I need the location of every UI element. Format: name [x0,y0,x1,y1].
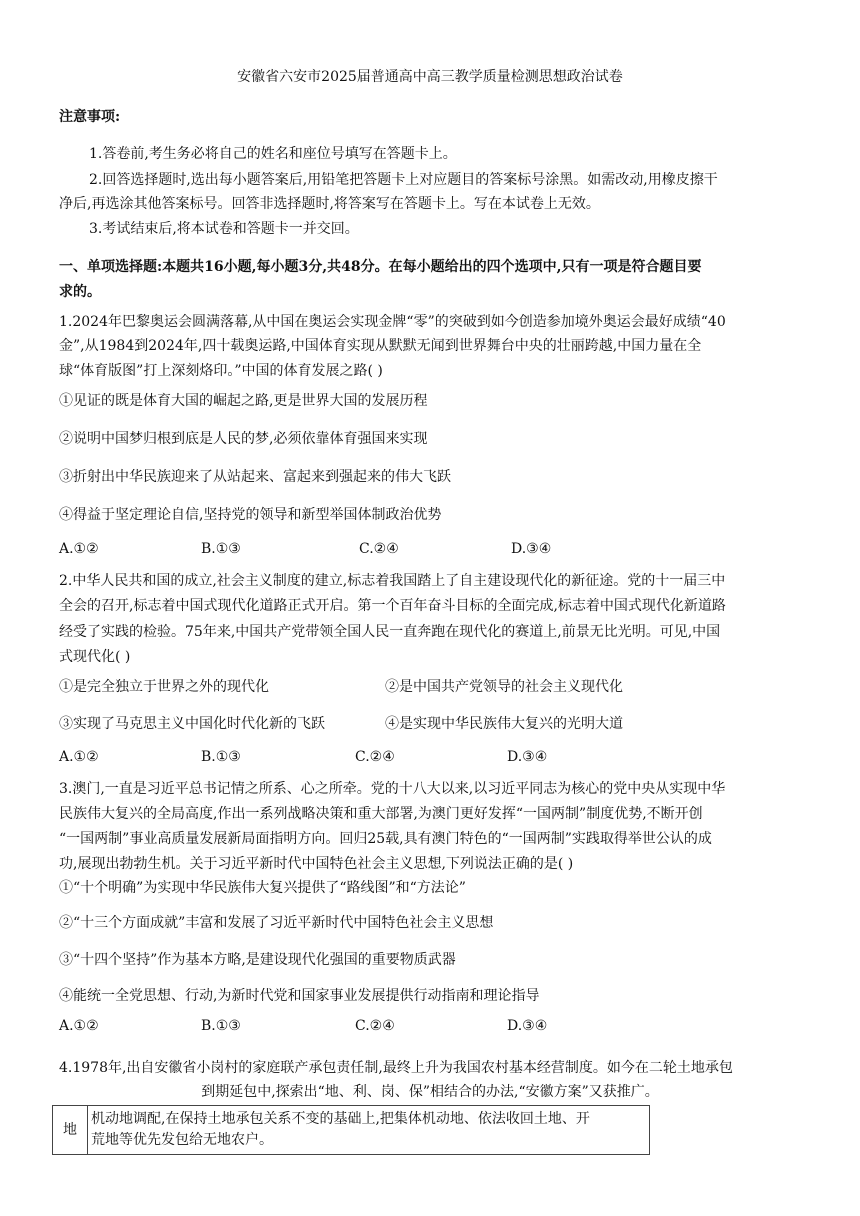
q1-stem: 球“体育版图”打上深刻烙印。”中国的体育发展之路( ) [59,363,383,379]
q2-stem: 经受了实践的检验。75年来,中国共产党带领全国人民一直奔跑在现代化的赛道上,前景无比光明。可见,中国 [59,624,721,640]
option-d[interactable]: D.③④ [511,541,552,557]
q1-stem: 金”,从1984到2024年,四十载奥运路,中国体育实现从默默无闻到世界舞台中央的壮丽跨越,中国力量在全 [59,338,702,354]
q1-statement: ②说明中国梦归根到底是人民的梦,必须依靠体育强国来实现 [59,431,428,447]
table-row [53,1106,650,1155]
option-a[interactable]: A.①② [59,541,99,557]
option-b[interactable]: B.①③ [201,749,241,765]
notice-item: 2.回答选择题时,选出每小题答案后,用铅笔把答题卡上对应题目的答案标号涂黑。如需改动,用橡皮擦干 [89,172,718,188]
option-c[interactable]: C.②④ [355,749,395,765]
q1-statement: ③折射出中华民族迎来了从站起来、富起来到强起来的伟大飞跃 [59,469,451,485]
notice-item: 净后,再选涂其他答案标号。回答非选择题时,将答案写在答题卡上。写在本试卷上无效。 [59,196,600,212]
q2-statements-row2 [59,713,811,733]
q1-stem: 1.2024年巴黎奥运会圆满落幕,从中国在奥运会实现金牌“零”的突破到如今创造参加境外奥运会最好成绩“40 [59,314,726,330]
q2-statement: ④是实现中华民族伟大复兴的光明大道 [385,716,623,732]
q3-stem: 民族伟大复兴的全局高度,作出一系列战略决策和重大部署,为澳门更好发挥“一国两制”制度优势,不断开创 [59,806,703,822]
option-a[interactable]: A.①② [59,1018,99,1034]
q3-options [59,1018,811,1038]
option-d[interactable]: D.③④ [507,749,548,765]
q2-stem: 全会的召开,标志着中国式现代化道路正式开启。第一个百年奋斗目标的全面完成,标志着中国式现代化新道路 [59,598,726,614]
q2-stem: 式现代化( ) [59,649,131,665]
q4-table [52,1105,650,1155]
q2-options [59,749,811,769]
option-b[interactable]: B.①③ [201,541,241,557]
q2-stem: 2.中华人民共和国的成立,社会主义制度的建立,标志着我国踏上了自主建设现代化的新征途。党的十一届三中 [59,573,726,589]
section-heading: 一、单项选择题:本题共16小题,每小题3分,共48分。在每小题给出的四个选项中,只有一项是符合题目要 [59,259,702,275]
option-c[interactable]: C.②④ [359,541,399,557]
notice-item: 3.考试结束后,将本试卷和答题卡一并交回。 [89,221,359,237]
q1-statement: ①见证的既是体育大国的崛起之路,更是世界大国的发展历程 [59,393,428,409]
q4-stem-cont: 到期延包中,探索出“地、利、岗、保”相结合的办法,“安徽方案”又获推广。 [201,1084,659,1100]
q1-options [59,541,811,561]
option-c[interactable]: C.②④ [355,1018,395,1034]
table-value-line: 荒地等优先发包给无地农户。 [91,1132,273,1148]
q2-statement: ②是中国共产党领导的社会主义现代化 [385,679,623,695]
q2-statement: ③实现了马克思主义中国化时代化新的飞跃 [59,716,325,732]
table-value-cell [88,1106,650,1155]
section-heading-cont: 求的。 [59,284,101,300]
option-b[interactable]: B.①③ [201,1018,241,1034]
table-key-cell: 地 [53,1106,88,1155]
q4-stem: 4.1978年,出自安徽省小岗村的家庭联产承包责任制,最终上升为我国农村基本经营制度。如今在二轮土地承包 [59,1060,733,1076]
notice-heading: 注意事项: [59,109,121,125]
q1-statement: ④得益于坚定理论自信,坚持党的领导和新型举国体制政治优势 [59,507,442,523]
q3-stem: 功,展现出勃勃生机。关于习近平新时代中国特色社会主义思想,下列说法正确的是( ) [59,856,574,872]
q3-stem: “一国两制”事业高质量发展新局面指明方向。回归25载,具有澳门特色的“一国两制”实践取得举世公认的成 [59,831,712,847]
q3-statement: ④能统一全党思想、行动,为新时代党和国家事业发展提供行动指南和理论指导 [59,988,540,1004]
option-d[interactable]: D.③④ [507,1018,548,1034]
q3-statement: ②“十三个方面成就”丰富和发展了习近平新时代中国特色社会主义思想 [59,915,494,931]
q3-stem: 3.澳门,一直是习近平总书记情之所系、心之所牵。党的十八大以来,以习近平同志为核心的党中央从实现中华 [59,781,726,797]
q2-statement: ①是完全独立于世界之外的现代化 [59,679,269,695]
notice-item: 1.答卷前,考生务必将自己的姓名和座位号填写在答题卡上。 [89,146,457,162]
q2-statements-row1 [59,676,811,696]
page-title: 安徽省六安市2025届普通高中高三教学质量检测思想政治试卷 [237,69,623,85]
option-a[interactable]: A.①② [59,749,99,765]
table-value-line: 机动地调配,在保持土地承包关系不变的基础上,把集体机动地、依法收回土地、开 [91,1111,590,1127]
q3-statement: ③“十四个坚持”作为基本方略,是建设现代化强国的重要物质武器 [59,952,456,968]
q3-statement: ①“十个明确”为实现中华民族伟大复兴提供了“路线图”和“方法论” [59,880,466,896]
